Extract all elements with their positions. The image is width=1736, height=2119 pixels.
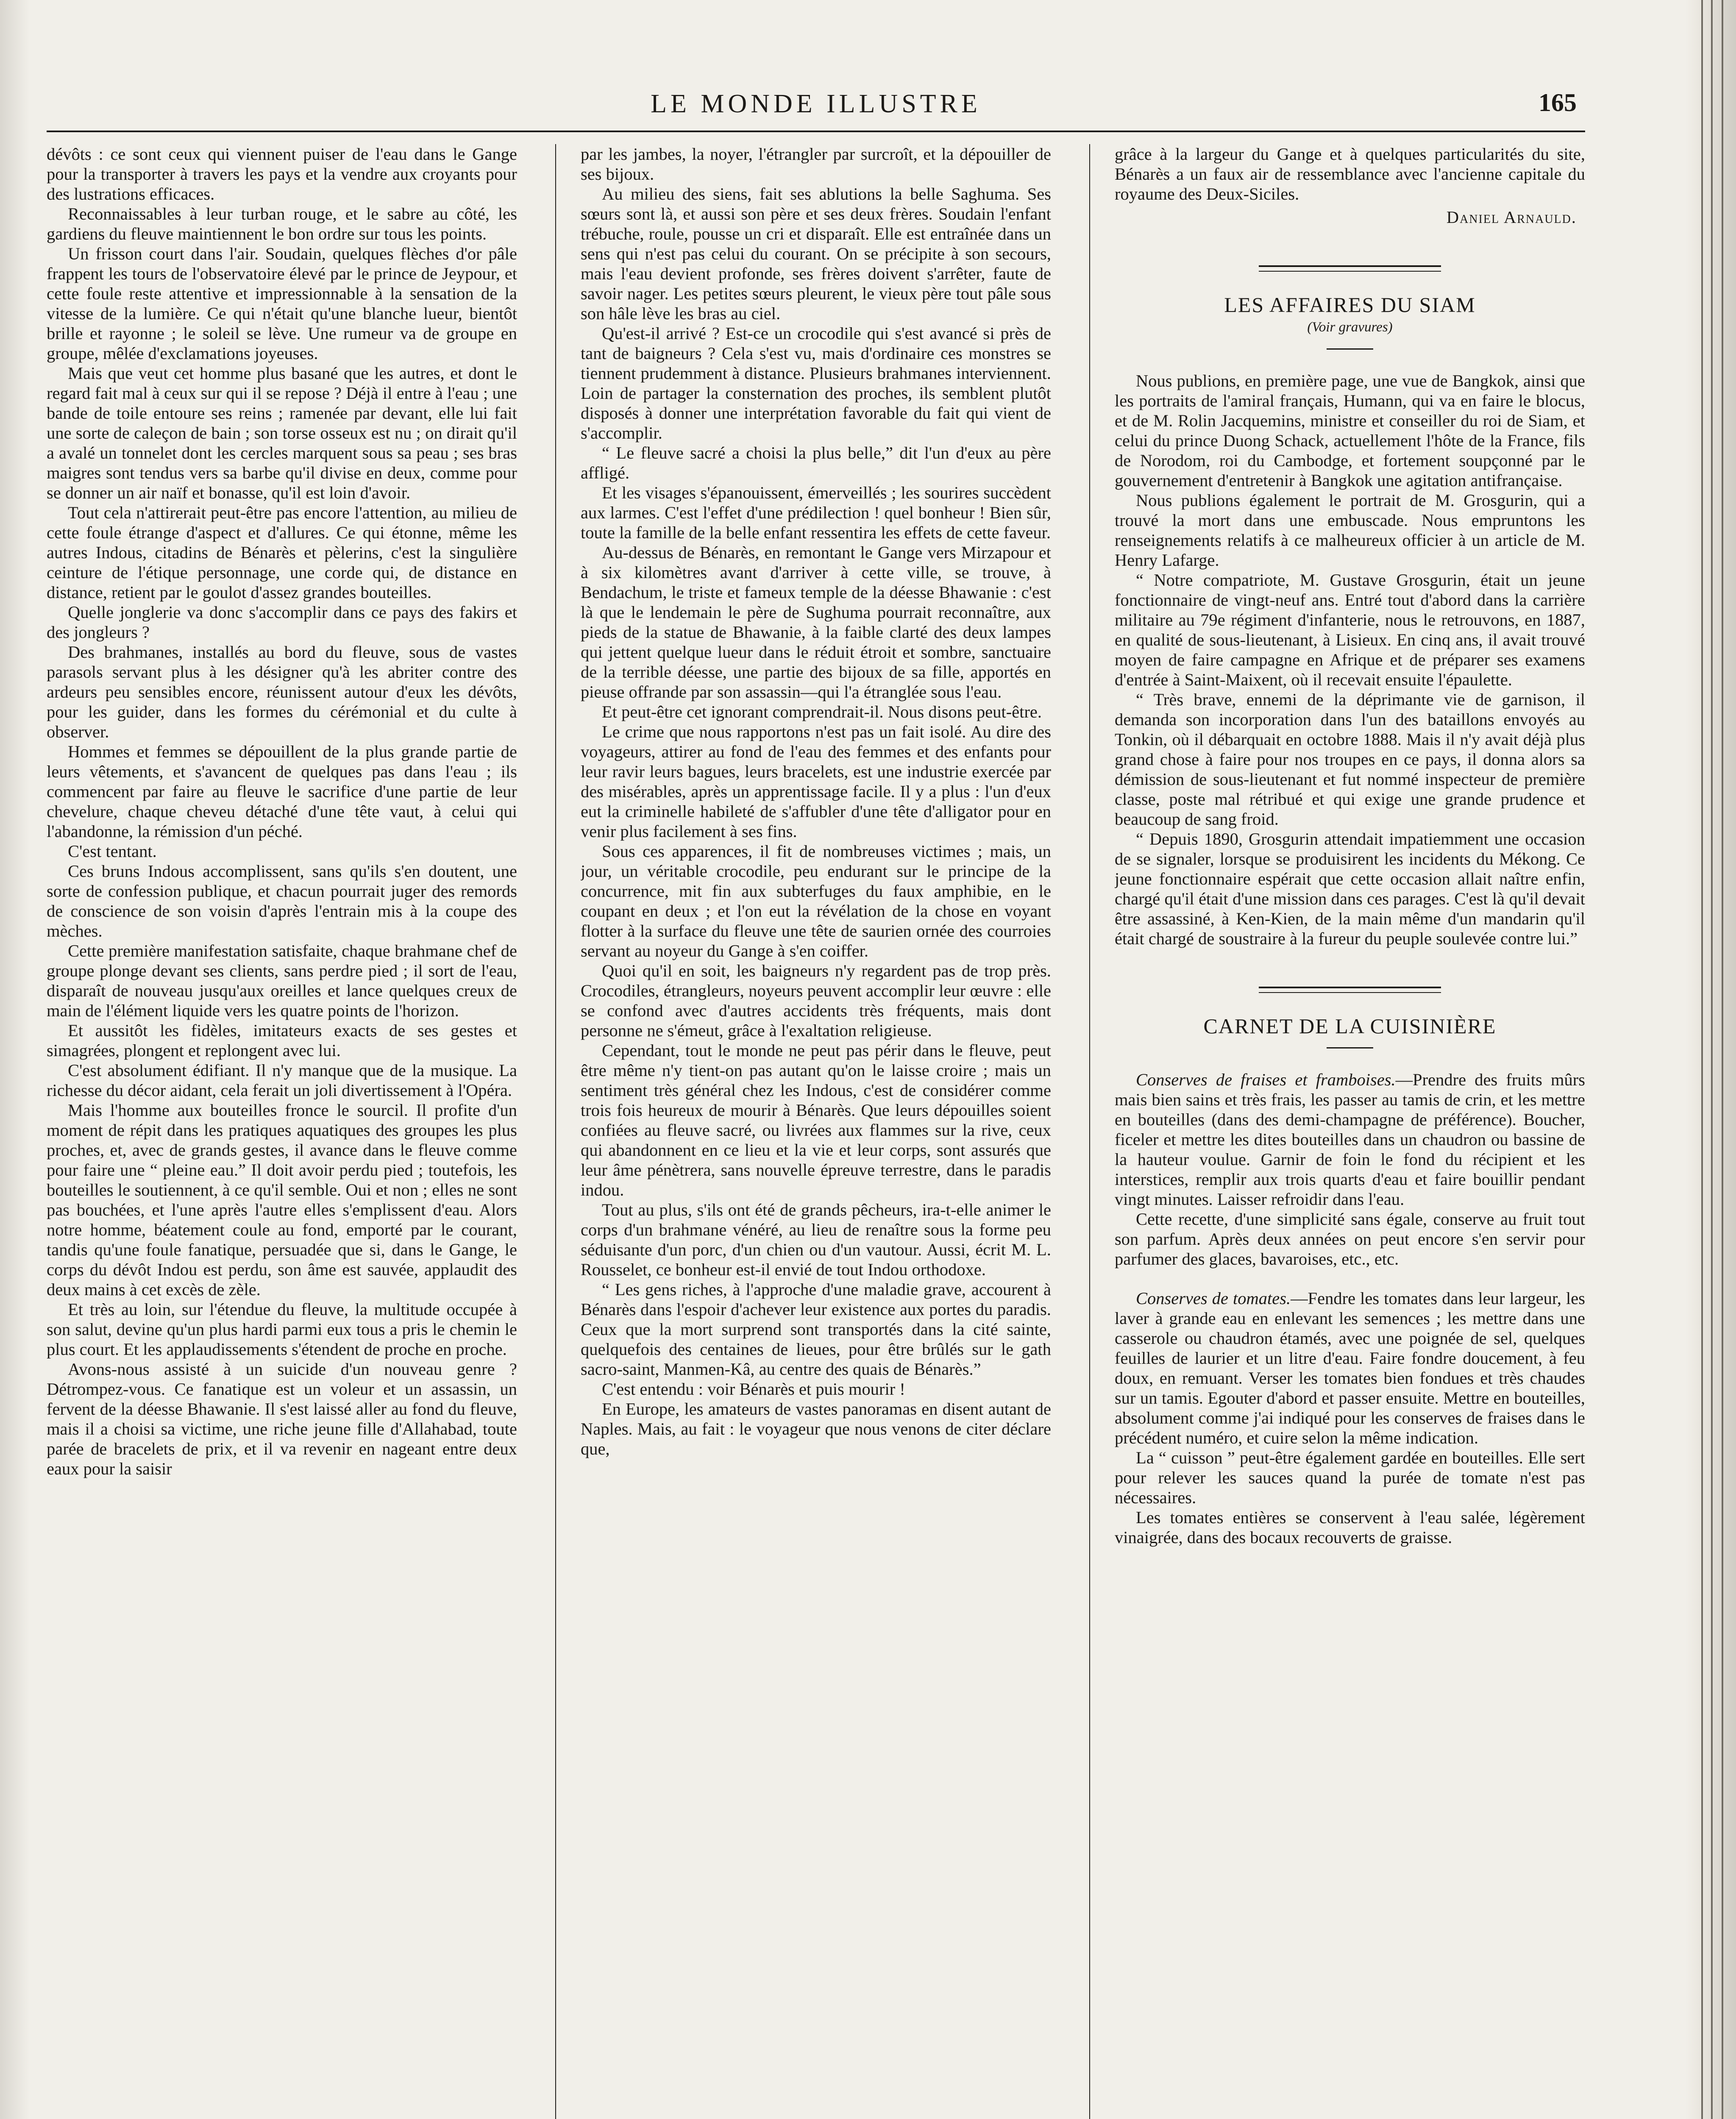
title-rule <box>1327 348 1373 350</box>
paragraph: grâce à la largeur du Gange et à quelques particularités du site, Bénarès a un faux air de ressemblance avec l'ancienne capitale du royaume des Deux-Siciles. <box>1115 145 1585 203</box>
paragraph: Cependant, tout le monde ne peut pas périr dans le fleuve, peut être même n'y tient-on pas autant qu'on le laisse croire ; mais un sentiment très général chez les Indous, c'est de considérer comme trois fois heureux de mourir à Bénarès. Que leurs dépouilles soient confiées au fleuve sacré, ou livrées aux flammes sur la rive, ceux qui abandonnent en ce lieu et la vie et leur corps, sont assurés que leur âme pénètrera, sans nouvelle épreuve terrestre, dans le paradis indou. <box>581 1041 1051 1199</box>
header-rule <box>47 131 1585 132</box>
paragraph: Et peut-être cet ignorant comprendrait-il. Nous disons peut-être. <box>602 702 1042 721</box>
recipe-title: Conserves de fraises et framboises. <box>1136 1070 1396 1089</box>
carnet-article <box>1115 1016 1585 1547</box>
paragraph: Sous ces apparences, il fit de nombreuses victimes ; mais, un jour, un véritable crocodile, peu endurant sur le principe de la concurrence, mit fin aux subterfuges du faux amphibie, en le coupant en deux ; et l'on eut la révélation de la chose en voyant flotter à la surface du fleuve une tête de saurien ornée des courroies servant au noyeur du Gange à s'en coiffer. <box>581 842 1051 960</box>
paragraph: Au-dessus de Bénarès, en remontant le Gange vers Mirzapour et à six kilomètres avant d'arriver à cette ville, se trouve, à Bendachum, le triste et fameux temple de la déesse Bhawanie : c'est là que le lendemain le père de Sughuma pourrait reconnaître, aux pieds de la statue de Bhawanie, à la faible clarté des deux lampes qui jettent quelque lueur dans le réduit étroit et sombre, sanctuaire de la terrible déesse, une partie des bijoux de sa fille, apportés en pieuse offrande par son assassin—qui l'a étranglée sous l'eau. <box>581 543 1051 701</box>
paragraph: dévôts : ce sont ceux qui viennent puiser de l'eau dans le Gange pour la transporter à travers les pays et la vendre aux croyants pour des lustrations efficaces. <box>47 145 517 203</box>
paragraph: C'est tentant. <box>68 842 157 861</box>
recipe-title: Conserves de tomates. <box>1136 1289 1291 1308</box>
paragraph: Quoi qu'il en soit, les baigneurs n'y regardent pas de trop près. Crocodiles, étrangleurs, noyeurs peuvent accomplir leur œuvre : elle se confond avec d'autres accidents très fréquents, mais dont personne ne s'émeut, grâce à l'exaltation religieuse. <box>581 961 1051 1040</box>
paragraph: C'est entendu : voir Bénarès et puis mourir ! <box>602 1379 905 1399</box>
scan-edge-left <box>0 0 30 2119</box>
scan-edge-stripe <box>1701 0 1703 2119</box>
paragraph: Nous publions, en première page, une vue de Bangkok, ainsi que les portraits de l'amiral français, Humann, qui va en faire le blocus, et de M. Rolin Jacquemins, ministre et conseiller du roi de Siam, et celui du prince Duong Schack, actuellement l'hôte de la France, fils de Norodom, roi du Cambodge, et fortement soupçonné par le gouvernement d'entretenir à Bangkok une agitation antifrançaise. <box>1115 371 1585 490</box>
section-title-siam: LES AFFAIRES DU SIAM <box>1224 293 1476 317</box>
paragraph: C'est absolument édifiant. Il n'y manque que de la musique. La richesse du décor aidant, cela ferait un joli divertissement à l'Opéra. <box>47 1061 517 1100</box>
title-rule <box>1327 1047 1373 1048</box>
scan-edge-stripe <box>1722 0 1723 2119</box>
paragraph: Et les visages s'épanouissent, émerveillés ; les sourires succèdent aux larmes. C'est l'effet d'une prédilection ! quel bonheur ! Bien sûr, toute la famille de la belle enfant ressentira les effets de cette faveur. <box>581 483 1051 542</box>
section-divider <box>1259 987 1441 993</box>
page-number: 165 <box>1538 89 1577 117</box>
scan-edge-stripe <box>1711 0 1713 2119</box>
paragraph: Cette première manifestation satisfaite, chaque brahmane chef de groupe plonge devant ses clients, sans perdre pied ; il sort de l'eau, disparaît de nouveau jusqu'aux oreilles et lance quelques creux de main de l'élément liquide vers les quatre points de l'horizon. <box>47 941 517 1020</box>
recipe-text: —Fendre les tomates dans leur largeur, les laver à grande eau en enlevant les semences ; les mettre dans une casserole ou chaudron étamés, avec une poignée de sel, quelques feuilles de laurier et un litre d'eau. Faire fondre doucement, à feu doux, en remuant. Verser les tomates bien fondues et très chaudes sur un tamis. Egouter d'abord et passer ensuite. Mettre en bouteilles, absolument comme j'ai indiqué pour les conserves de fraises dans le précédent numéro, et cuire selon la même indication. <box>1115 1289 1585 1447</box>
article-signature: Daniel Arnauld. <box>1446 208 1577 227</box>
column-2 <box>581 144 1051 2119</box>
paragraph: Les tomates entières se conservent à l'eau salée, légèrement vinaigrée, dans des bocaux recouverts de graisse. <box>1115 1508 1585 1547</box>
column-divider <box>555 144 556 2119</box>
newspaper-page <box>47 81 1585 2119</box>
masthead: LE MONDE ILLUSTRE <box>651 89 981 118</box>
paragraph: “ Notre compatriote, M. Gustave Grosgurin, était un jeune fonctionnaire de vingt-neuf ans. Entré tout d'abord dans la carrière militaire au 79e régiment d'infanterie, nous le retrouvons, en 1887, en qualité de sous-lieutenant, à Lisieux. En cinq ans, il avait trouvé moyen de faire campagne en Afrique et de préparer ses examens d'entrée à Saint-Maixent, où il recevait ensuite l'épaulette. <box>1115 570 1585 689</box>
paragraph: Et aussitôt les fidèles, imitateurs exacts de ses gestes et simagrées, plongent et replongent avec lui. <box>47 1021 517 1060</box>
paragraph: La “ cuisson ” peut-être également gardée en bouteilles. Elle sert pour relever les sauces quand la purée de tomate n'est pas nécessaires. <box>1115 1448 1585 1507</box>
paragraph: En Europe, les amateurs de vastes panoramas en disent autant de Naples. Mais, au fait : le voyageur que nous venons de citer déclare que, <box>581 1399 1051 1458</box>
paragraph: “ Les gens riches, à l'approche d'une maladie grave, accourent à Bénarès dans l'espoir d'achever leur existence aux portes du paradis. Ceux que la mort surprend sont transportés dans la cité sainte, quelquefois des centaines de lieues, pour être brûlés sur le gath sacro-saint, Manmen-Kâ, au centre des quais de Bénarès.” <box>581 1280 1051 1379</box>
paragraph: Mais que veut cet homme plus basané que les autres, et dont le regard fait mal à ceux sur qui il se repose ? Déjà il entre à l'eau ; une bande de toile entoure ses reins ; ramenée par devant, elle lui fait une sorte de caleçon de bain ; son torse osseux est nu ; on dirait qu'il a avalé un tonnelet dont les cercles marquent sous sa peau ; ses bras maigres sont tendus vers sa barbe qu'il divise en deux, comme pour se donner un air naïf et bonasse, qu'il est loin d'avoir. <box>47 364 517 502</box>
paragraph: “ Le fleuve sacré a choisi la plus belle,” dit l'un d'eux au père affligé. <box>581 443 1051 482</box>
column-divider <box>1089 144 1090 2119</box>
paragraph: Qu'est-il arrivé ? Est-ce un crocodile qui s'est avancé si près de tant de baigneurs ? Cela s'est vu, mais d'ordinaire ces monstres se tiennent prudemment à distance. Plusieurs brahmanes interviennent. Loin de partager la consternation des proches, ils semblent plutôt disposés à donner une interprétation favorable du fait qui vient de s'accomplir. <box>581 324 1051 442</box>
column-3 <box>1115 144 1585 2119</box>
paragraph: Avons-nous assisté à un suicide d'un nouveau genre ? Détrompez-vous. Ce fanatique est un voleur et un assassin, un fervent de la déesse Bhawanie. Il s'est laissé aller au fond du fleuve, mais il a choisi sa victime, une riche jeune fille d'Allahabad, toute parée de bracelets de prix, et il va revenir en nageant entre deux eaux pour la saisir <box>47 1360 517 1478</box>
running-head <box>47 81 1585 127</box>
paragraph: Tout au plus, s'ils ont été de grands pêcheurs, ira-t-elle animer le corps d'un brahmane vénéré, au lieu de renaître sous la forme peu séduisante d'un porc, d'un chien ou d'un vautour. Aussi, écrit M. L. Rousselet, ce bonheur est-il envié de tout Indou orthodoxe. <box>581 1200 1051 1279</box>
paragraph: Le crime que nous rapportons n'est pas un fait isolé. Au dire des voyageurs, attirer au fond de l'eau des femmes et des enfants pour leur ravir leurs bagues, leurs bracelets, est une industrie exercée par des misérables, après un apprentissage facile. Il y a plus : l'un d'eux eut la criminelle habileté de s'affubler d'une tête d'alligator pour en venir plus facilement à ses fins. <box>581 722 1051 841</box>
scan-edge-right <box>1685 0 1736 2119</box>
section-subtitle-siam: (Voir gravures) <box>1307 320 1393 335</box>
paragraph: Cette recette, d'une simplicité sans égale, conserve au fruit tout son parfum. Après deux années on peut encore s'en servir pour parfumer des glaces, bavaroises, etc., etc. <box>1115 1210 1585 1268</box>
recipe-paragraph <box>1115 1070 1585 1209</box>
paragraph: par les jambes, la noyer, l'étrangler par surcroît, et la dépouiller de ses bijoux. <box>581 145 1051 184</box>
paragraph: Quelle jonglerie va donc s'accomplir dans ce pays des fakirs et des jongleurs ? <box>47 603 517 642</box>
paragraph: Et très au loin, sur l'étendue du fleuve, la multitude occupée à son salut, devine qu'un plus hardi parmi eux tous a pris le chemin le plus court. Et les applaudissements s'étendent de proche en proche. <box>47 1300 517 1359</box>
recipe-text: —Prendre des fruits mûrs mais bien sains et très frais, les passer au tamis de crin, et les mettre en bouteilles (dans des demi-champagne de préférence). Boucher, ficeler et mettre les dites bouteilles dans un chaudron ou bassine de la hauteur voulue. Garnir de foin le fond du récipient et les interstices, remplir aux trois quarts d'eau et faire bouillir pendant vingt minutes. Laisser refroidir dans l'eau. <box>1115 1070 1585 1209</box>
paragraph: “ Depuis 1890, Grosgurin attendait impatiemment une occasion de se signaler, lorsque se produisirent les incidents du Mékong. Ce jeune fonctionnaire espérait que cette occasion allait naître enfin, chargé qu'il était d'une mission dans ces parages. C'est là qu'il devait être assassiné, à Ken-Kien, de la main même d'un mandarin qu'il était chargé de soustraire à la fureur du peuple soulevée contre lui.” <box>1115 829 1585 948</box>
paragraph: Tout cela n'attirerait peut-être pas encore l'attention, au milieu de cette foule étrange d'aspect et d'allures. Ce qui étonne, même les autres Indous, citadins de Bénarès et pèlerins, c'est la singulière ceinture de l'étique personnage, une corde qui, de distance en distance, retient par le goulot d'assez grandes bouteilles. <box>47 503 517 602</box>
paragraph: Ces bruns Indous accomplissent, sans qu'ils s'en doutent, une sorte de confession publique, et chacun pourrait juger des remords de conscience de son voisin d'après l'entrain mis à la coupe des mèches. <box>47 862 517 940</box>
recipe-paragraph <box>1115 1288 1585 1448</box>
paragraph: Nous publions également le portrait de M. Grosgurin, qui a trouvé la mort dans une embuscade. Nous empruntons les renseignements relatifs à ce malheureux officier à un article de M. Henry Lafarge. <box>1115 491 1585 570</box>
paragraph: Mais l'homme aux bouteilles fronce le sourcil. Il profite d'un moment de répit dans les pratiques aquatiques des groupes les plus proches, et, avec de grands gestes, il avance dans le fleuve comme pour faire une “ pleine eau.” Il doit avoir perdu pied ; toutefois, les bouteilles le soutiennent, à ce qu'il semble. Oui et non ; elles ne sont pas bouchées, et l'une après l'autre elles s'emplissent d'eau. Alors notre homme, béatement coule au fond, emporté par le courant, tandis qu'une foule fanatique, persuadée que si, dans le Gange, le corps du dévôt Indou est perdu, son âme est sauvée, applaudit des deux mains à cet excès de zèle. <box>47 1101 517 1299</box>
section-title-carnet: CARNET DE LA CUISINIÈRE <box>1203 1014 1497 1038</box>
paragraph: “ Très brave, ennemi de la déprimante vie de garnison, il demanda son incorporation dans l'un des bataillons envoyés au Tonkin, où il débarquait en octobre 1888. Mais il n'y avait déjà plus grand chose à faire pour nos troupes en ce pays, il donna alors sa démission de sous-lieutenant et fut nommé inspecteur de première classe, poste mal rétribué et qui exige une grande prudence et beaucoup de sang froid. <box>1115 690 1585 829</box>
paragraph: Au milieu des siens, fait ses ablutions la belle Saghuma. Ses sœurs sont là, et aussi son père et ses deux frères. Soudain l'enfant trébuche, roule, pousse un cri et disparaît. Elle est entraînée dans un sens qui n'est pas celui du courant. On se précipite à son secours, mais l'eau devient profonde, ses frères doivent s'arrêter, faute de savoir nager. Les petites sœurs pleurent, le vieux père tout pâle sous son hâle lève les bras au ciel. <box>581 184 1051 323</box>
siam-article <box>1115 295 1585 948</box>
section-divider <box>1259 265 1441 272</box>
paragraph: Un frisson court dans l'air. Soudain, quelques flèches d'or pâle frappent les tours de l'observatoire élevé par le prince de Jeypour, et cette foule reste attentive et impressionnable à la sensation de la vitesse de la lumière. Ce qui n'était qu'une blanche lueur, bientôt brille et rayonne ; le soleil se lève. Une rumeur va de groupe en groupe, mêlée d'exclamations joyeuses. <box>47 244 517 363</box>
paragraph: Des brahmanes, installés au bord du fleuve, sous de vastes parasols servant plus à les désigner qu'à les abriter contre des ardeurs peu sensibles encore, réunissent autour d'eux les dévôts, pour les guider, dans les formes du cérémonial et du culte à observer. <box>47 642 517 741</box>
column-1 <box>47 144 517 2119</box>
paragraph: Reconnaissables à leur turban rouge, et le sabre au côté, les gardiens du fleuve maintiennent le bon ordre sur tous les points. <box>47 204 517 243</box>
paragraph: Hommes et femmes se dépouillent de la plus grande partie de leurs vêtements, et s'avancent de quelques pas dans l'eau ; ils commencent par faire au fleuve le sacrifice d'une partie de leur chevelure, chaque cheveu détaché d'une tête vaut, à celui qui l'abandonne, la rémission d'un péché. <box>47 742 517 841</box>
spacer <box>1115 1269 1585 1288</box>
